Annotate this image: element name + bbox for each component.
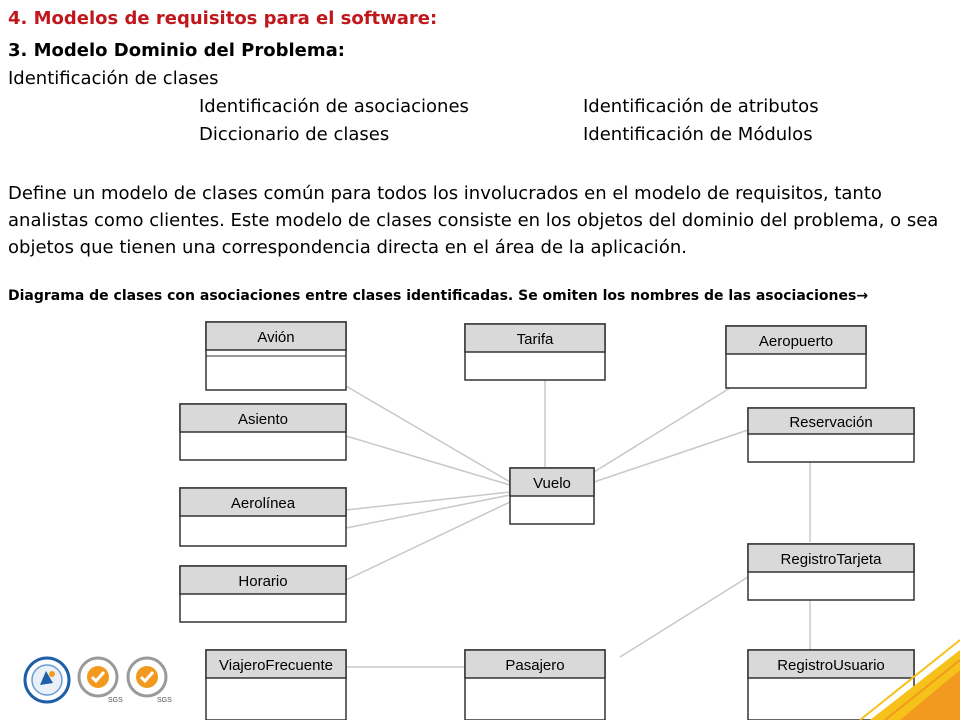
class-name-aeropuerto: Aeropuerto	[758, 333, 834, 350]
class-box-vuelo	[510, 468, 594, 524]
association-reservacion-vuelo	[594, 430, 748, 482]
association-horario-vuelo	[346, 502, 510, 580]
sgs-label-2: SGS	[157, 697, 172, 704]
association-asiento-vuelo	[346, 436, 510, 485]
association-aerolinea-vuelo	[346, 492, 510, 510]
sgs-certification-logo-2	[124, 655, 170, 705]
association-aerolinea-vuelo-2	[346, 495, 510, 528]
class-name-asiento: Asiento	[237, 411, 289, 428]
class-box-avion	[206, 322, 346, 390]
class-box-tarifa	[465, 324, 605, 380]
class-diagram	[160, 312, 920, 720]
class-box-aeropuerto	[726, 326, 866, 388]
class-box-viajero-frecuente	[206, 650, 346, 720]
class-name-tarifa: Tarifa	[516, 331, 554, 348]
section-heading: 4. Modelos de requisitos para el software:	[8, 8, 438, 29]
diagram-caption	[8, 285, 908, 307]
step-class-dictionary: Diccionario de clases	[199, 124, 390, 145]
class-name-registro-usuario: RegistroUsuario	[777, 657, 885, 674]
class-name-horario: Horario	[238, 573, 288, 590]
class-box-reservacion	[748, 408, 914, 462]
class-name-viajero-frecuente: ViajeroFrecuente	[219, 657, 333, 674]
class-box-asiento	[180, 404, 346, 460]
class-name-aerolinea: Aerolínea	[230, 495, 296, 512]
sgs-certification-logo	[75, 655, 121, 705]
step-associations: Identificación de asociaciones	[199, 96, 469, 117]
class-name-pasajero: Pasajero	[505, 657, 565, 674]
class-box-pasajero	[465, 650, 605, 720]
subsection-heading: 3. Modelo Dominio del Problema:	[8, 40, 345, 61]
caption-text: Diagrama de clases con asociaciones entre clases identificadas. Se omiten los nombres de las asociaciones	[8, 288, 857, 304]
description-paragraph: Define un modelo de clases común para todos los involucrados en el modelo de requisitos, tanto analistas como clientes. Este modelo de clases consiste en los objetos del dominio del problema, o sea objetos que tienen una correspondencia directa en el área de la aplicación.	[8, 183, 939, 258]
step-attributes: Identificación de atributos	[583, 96, 819, 117]
class-name-registro-tarjeta: RegistroTarjeta	[780, 551, 882, 568]
decorative-corner	[840, 630, 960, 720]
institution-logo	[22, 655, 72, 705]
class-box-registro-tarjeta	[748, 544, 914, 600]
arrow-right-icon: →	[856, 288, 869, 304]
class-name-reservacion: Reservación	[789, 414, 873, 431]
association-avion-vuelo	[346, 386, 510, 482]
class-box-horario	[180, 566, 346, 622]
class-box-aerolinea	[180, 488, 346, 546]
sgs-label: SGS	[108, 697, 123, 704]
class-name-avion: Avión	[257, 329, 295, 346]
class-name-vuelo: Vuelo	[533, 475, 571, 492]
step-class-identification: Identificación de clases	[8, 68, 219, 89]
step-modules: Identificación de Módulos	[583, 124, 813, 145]
association-tarjeta-pasajero	[620, 572, 756, 657]
